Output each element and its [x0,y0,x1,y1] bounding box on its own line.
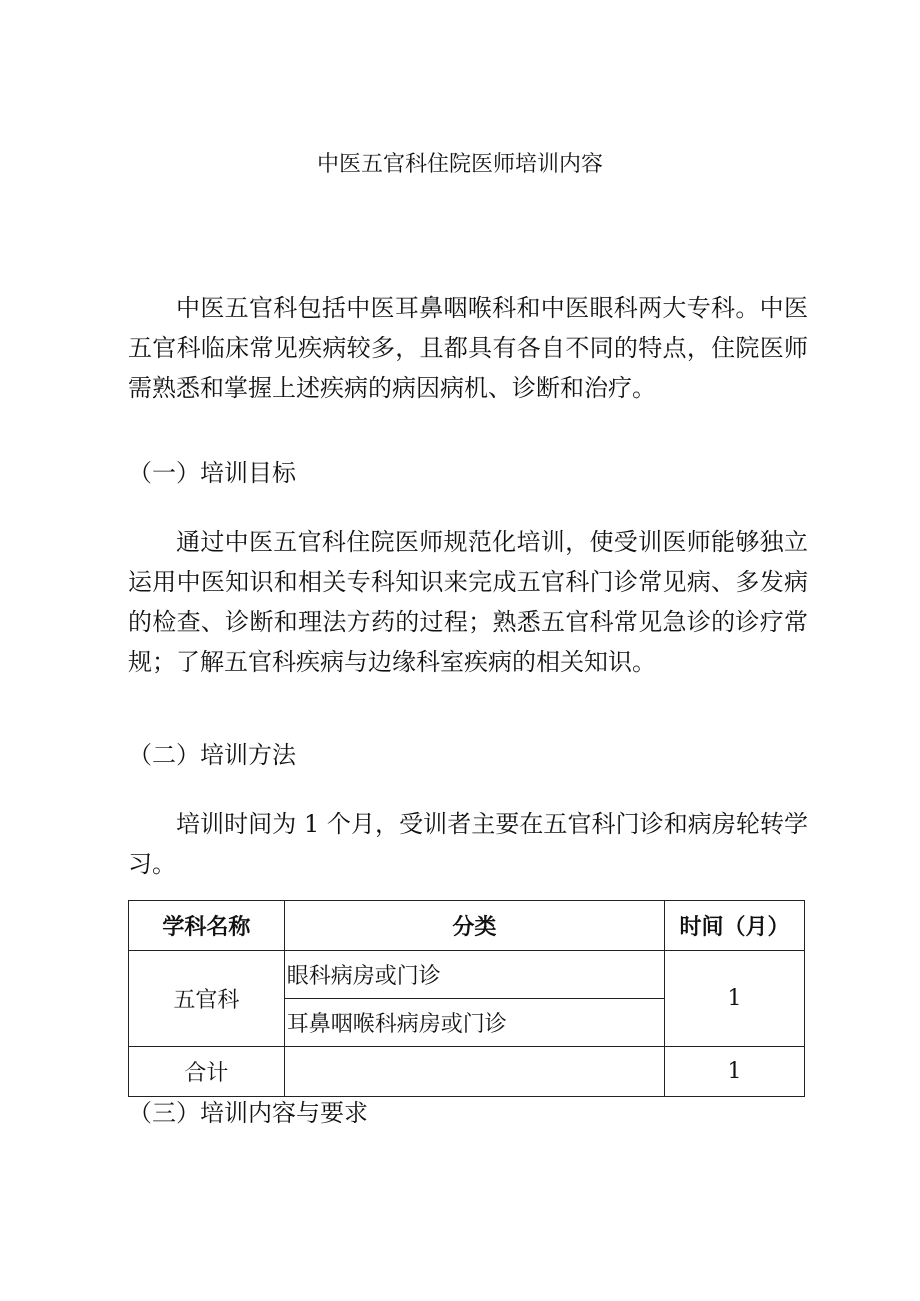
header-category: 分类 [284,901,664,951]
category-cell: 耳鼻咽喉科病房或门诊 [284,999,664,1047]
header-months: 时间（月） [665,901,805,951]
page-title: 中医五官科住院医师培训内容 [316,152,603,177]
goals-paragraph: 通过中医五官科住院医师规范化培训，使受训医师能够独立运用中医知识和相关专科知识来完成五官科门诊常见病、多发病的检查、诊断和理法方药的过程；熟悉五官科常见急诊的诊疗常规；了解五官科疾病与边缘科室疾病的相关知识。 [128,528,808,676]
total-months-cell: 1 [665,1047,805,1097]
header-dept: 学科名称 [129,901,285,951]
category-cell: 眼科病房或门诊 [284,951,664,999]
rotation-table [128,900,805,1097]
method-paragraph: 培训时间为 1 个月，受训者主要在五官科门诊和病房轮转学习。 [128,810,808,878]
total-label-cell: 合计 [129,1047,285,1097]
section-heading-goals: （一）培训目标 [128,459,296,487]
section-heading-method: （二）培训方法 [128,741,296,769]
table-total-row [129,1047,805,1097]
intro-paragraph: 中医五官科包括中医耳鼻咽喉科和中医眼科两大专科。中医五官科临床常见疾病较多，且都具有各自不同的特点，住院医师需熟悉和掌握上述疾病的病因病机、诊断和治疗。 [128,294,808,402]
section-heading-content: （三）培训内容与要求 [128,1099,368,1127]
total-category-cell [284,1047,664,1097]
table-header-row [129,901,805,951]
table-row [129,951,805,999]
dept-cell: 五官科 [129,951,285,1047]
months-cell: 1 [665,951,805,1047]
